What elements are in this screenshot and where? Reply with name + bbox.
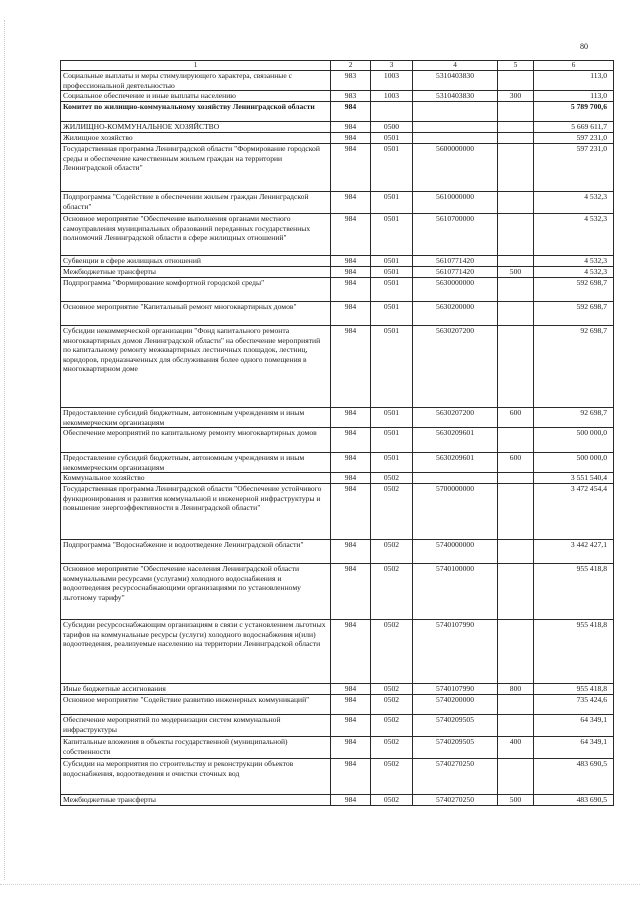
- row-expense-type-cell: 500: [498, 267, 534, 278]
- row-amount-cell: 3 551 540,4: [534, 473, 614, 484]
- table-row: [61, 278, 614, 302]
- row-amount-cell: 64 349,1: [534, 737, 614, 759]
- row-target-article-cell: 5610000000: [413, 192, 498, 214]
- row-amount-cell: 500 000,0: [534, 428, 614, 453]
- row-name-cell: Обеспечение мероприятий по капитальному ремонту многоквартирных домов: [61, 428, 331, 453]
- row-grbs-cell: 984: [331, 326, 371, 408]
- row-target-article-cell: 5740100000: [413, 564, 498, 620]
- row-expense-type-cell: [498, 214, 534, 256]
- row-grbs-cell: 984: [331, 473, 371, 484]
- row-amount-cell: 483 690,5: [534, 795, 614, 806]
- row-amount-cell: 92 698,7: [534, 326, 614, 408]
- row-section-cell: 0502: [371, 695, 413, 715]
- row-section-cell: 0501: [371, 133, 413, 144]
- row-expense-type-cell: [498, 620, 534, 684]
- row-expense-type-cell: [498, 428, 534, 453]
- row-expense-type-cell: [498, 302, 534, 326]
- row-target-article-cell: 5630200000: [413, 302, 498, 326]
- table-row: [61, 408, 614, 428]
- row-name-cell: Социальные выплаты и меры стимулирующего характера, связанные с профессиональной деятельностью: [61, 71, 331, 91]
- row-amount-cell: 5 789 700,6: [534, 102, 614, 122]
- row-name-cell: Основное мероприятие "Содействие развитию инженерных коммуникаций": [61, 695, 331, 715]
- row-grbs-cell: 984: [331, 192, 371, 214]
- row-target-article-cell: [413, 122, 498, 133]
- row-expense-type-cell: [498, 715, 534, 737]
- header-cell: 1: [61, 61, 331, 71]
- row-target-article-cell: 5610700000: [413, 214, 498, 256]
- table-row: [61, 684, 614, 695]
- row-section-cell: 0502: [371, 620, 413, 684]
- row-grbs-cell: 984: [331, 695, 371, 715]
- table-row: [61, 473, 614, 484]
- row-name-cell: Межбюджетные трансферты: [61, 267, 331, 278]
- table-row: [61, 122, 614, 133]
- row-amount-cell: 592 698,7: [534, 302, 614, 326]
- row-section-cell: 0501: [371, 214, 413, 256]
- row-expense-type-cell: 500: [498, 795, 534, 806]
- row-target-article-cell: 5610771420: [413, 256, 498, 267]
- table-row: [61, 715, 614, 737]
- row-name-cell: Жилищное хозяйство: [61, 133, 331, 144]
- row-name-cell: Субсидии некоммерческой организации "Фонд капитального ремонта многоквартирных домов Ленинградской области" на обеспечение мероприятий по капитальному ремонту межквартирных лестничных площадок, лестниц, коридоров, предназначенных для обслуживания более одного помещения в многоквартирном доме: [61, 326, 331, 408]
- row-expense-type-cell: [498, 326, 534, 408]
- row-amount-cell: 113,0: [534, 71, 614, 91]
- row-expense-type-cell: [498, 473, 534, 484]
- table-row: [61, 759, 614, 795]
- header-cell: 6: [534, 61, 614, 71]
- row-amount-cell: 483 690,5: [534, 759, 614, 795]
- row-target-article-cell: 5740209505: [413, 715, 498, 737]
- row-target-article-cell: 5630209601: [413, 428, 498, 453]
- header-cell: 2: [331, 61, 371, 71]
- row-amount-cell: 4 532,3: [534, 214, 614, 256]
- row-amount-cell: 955 418,8: [534, 620, 614, 684]
- row-target-article-cell: 5740000000: [413, 540, 498, 564]
- scan-edge-bottom: [0, 884, 640, 886]
- table-row: [61, 453, 614, 473]
- row-section-cell: 0501: [371, 428, 413, 453]
- row-grbs-cell: 984: [331, 737, 371, 759]
- row-name-cell: Коммунальное хозяйство: [61, 473, 331, 484]
- row-section-cell: 0501: [371, 408, 413, 428]
- row-target-article-cell: 5740107990: [413, 620, 498, 684]
- table-row: [61, 540, 614, 564]
- table-row: [61, 428, 614, 453]
- row-section-cell: 0501: [371, 302, 413, 326]
- row-grbs-cell: 984: [331, 214, 371, 256]
- scan-edge-left: [4, 20, 6, 880]
- row-name-cell: Субсидии ресурсоснабжающим организациям в связи с установлением льготных тарифов на коммунальные ресурсы (услуги) холодного водоснабжения и(или) водоотведения, реализуемые населению на территории Ленинградской области: [61, 620, 331, 684]
- row-expense-type-cell: [498, 564, 534, 620]
- row-name-cell: Субсидии на мероприятия по строительству и реконструкции объектов водоснабжения, водоотведения и очистки сточных вод: [61, 759, 331, 795]
- table-row: [61, 133, 614, 144]
- row-section-cell: 0502: [371, 684, 413, 695]
- row-name-cell: Основное мероприятие "Обеспечение населения Ленинградской области коммунальными ресурсами (услугами) холодного водоснабжения и водоотведения ресурсоснабжающими организациями по установленному льготному тарифу": [61, 564, 331, 620]
- table-row: [61, 267, 614, 278]
- row-expense-type-cell: [498, 71, 534, 91]
- table-row: [61, 484, 614, 540]
- row-target-article-cell: [413, 473, 498, 484]
- row-grbs-cell: 984: [331, 302, 371, 326]
- row-expense-type-cell: 600: [498, 408, 534, 428]
- row-target-article-cell: 5740200000: [413, 695, 498, 715]
- row-expense-type-cell: 300: [498, 91, 534, 102]
- row-name-cell: Субвенции в сфере жилищных отношений: [61, 256, 331, 267]
- row-grbs-cell: 984: [331, 684, 371, 695]
- row-section-cell: 0502: [371, 759, 413, 795]
- row-amount-cell: 955 418,8: [534, 564, 614, 620]
- row-amount-cell: 92 698,7: [534, 408, 614, 428]
- row-section-cell: 0501: [371, 326, 413, 408]
- row-grbs-cell: 984: [331, 122, 371, 133]
- page-number: 80: [580, 42, 588, 51]
- row-section-cell: 0502: [371, 484, 413, 540]
- row-section-cell: 0502: [371, 473, 413, 484]
- row-target-article-cell: 5310403830: [413, 71, 498, 91]
- row-grbs-cell: 984: [331, 144, 371, 192]
- row-amount-cell: 955 418,8: [534, 684, 614, 695]
- row-target-article-cell: 5600000000: [413, 144, 498, 192]
- row-name-cell: Подпрограмма "Содействие в обеспечении жильем граждан Ленинградской области": [61, 192, 331, 214]
- budget-table: [60, 60, 614, 806]
- row-grbs-cell: 984: [331, 540, 371, 564]
- row-name-cell: Комитет по жилищно-коммунальному хозяйству Ленинградской области: [61, 102, 331, 122]
- row-target-article-cell: 5630209601: [413, 453, 498, 473]
- row-target-article-cell: 5630000000: [413, 278, 498, 302]
- row-amount-cell: 735 424,6: [534, 695, 614, 715]
- row-section-cell: [371, 102, 413, 122]
- table-row: [61, 564, 614, 620]
- row-section-cell: 0501: [371, 144, 413, 192]
- row-expense-type-cell: [498, 133, 534, 144]
- row-amount-cell: 597 231,0: [534, 133, 614, 144]
- row-section-cell: 0500: [371, 122, 413, 133]
- row-name-cell: ЖИЛИЩНО-КОММУНАЛЬНОЕ ХОЗЯЙСТВО: [61, 122, 331, 133]
- row-section-cell: 0502: [371, 564, 413, 620]
- row-amount-cell: 4 532,3: [534, 267, 614, 278]
- row-section-cell: 0501: [371, 453, 413, 473]
- row-name-cell: Подпрограмма "Водоснабжение и водоотведение Ленинградской области": [61, 540, 331, 564]
- row-target-article-cell: [413, 102, 498, 122]
- row-expense-type-cell: [498, 256, 534, 267]
- table-row: [61, 71, 614, 91]
- row-expense-type-cell: [498, 695, 534, 715]
- row-target-article-cell: 5310403830: [413, 91, 498, 102]
- row-section-cell: 0501: [371, 267, 413, 278]
- header-cell: 5: [498, 61, 534, 71]
- row-grbs-cell: 983: [331, 71, 371, 91]
- table-row: [61, 695, 614, 715]
- row-amount-cell: 597 231,0: [534, 144, 614, 192]
- table-row: [61, 256, 614, 267]
- table-row: [61, 91, 614, 102]
- row-section-cell: 0502: [371, 540, 413, 564]
- row-expense-type-cell: [498, 540, 534, 564]
- table-header-row: [61, 61, 614, 71]
- row-target-article-cell: 5630207200: [413, 326, 498, 408]
- row-grbs-cell: 984: [331, 428, 371, 453]
- row-grbs-cell: 984: [331, 759, 371, 795]
- row-amount-cell: 4 532,3: [534, 256, 614, 267]
- row-target-article-cell: 5740209505: [413, 737, 498, 759]
- table-row: [61, 620, 614, 684]
- row-section-cell: 0502: [371, 715, 413, 737]
- row-grbs-cell: 984: [331, 408, 371, 428]
- row-amount-cell: 592 698,7: [534, 278, 614, 302]
- row-section-cell: 0502: [371, 795, 413, 806]
- row-expense-type-cell: 800: [498, 684, 534, 695]
- row-amount-cell: 4 532,3: [534, 192, 614, 214]
- row-target-article-cell: 5610771420: [413, 267, 498, 278]
- row-grbs-cell: 984: [331, 484, 371, 540]
- header-cell: 4: [413, 61, 498, 71]
- row-amount-cell: 64 349,1: [534, 715, 614, 737]
- row-section-cell: 1003: [371, 91, 413, 102]
- row-target-article-cell: 5740270250: [413, 795, 498, 806]
- row-target-article-cell: 5740270250: [413, 759, 498, 795]
- row-name-cell: Обеспечение мероприятий по модернизации систем коммунальной инфраструктуры: [61, 715, 331, 737]
- table-row: [61, 302, 614, 326]
- row-name-cell: Капитальные вложения в объекты государственной (муниципальной) собственности: [61, 737, 331, 759]
- row-expense-type-cell: [498, 122, 534, 133]
- row-expense-type-cell: [498, 102, 534, 122]
- row-target-article-cell: [413, 133, 498, 144]
- row-name-cell: Основное мероприятие "Капитальный ремонт многоквартирных домов": [61, 302, 331, 326]
- row-name-cell: Иные бюджетные ассигнования: [61, 684, 331, 695]
- row-name-cell: Государственная программа Ленинградской области "Обеспечение устойчивого функционирования и развития коммунальной и инженерной инфраструктуры и повышение энергоэффективности в Ленинградской области": [61, 484, 331, 540]
- row-grbs-cell: 984: [331, 795, 371, 806]
- row-section-cell: 0501: [371, 192, 413, 214]
- row-section-cell: 0502: [371, 737, 413, 759]
- table-row: [61, 192, 614, 214]
- row-name-cell: Подпрограмма "Формирование комфортной городской среды": [61, 278, 331, 302]
- row-grbs-cell: 984: [331, 256, 371, 267]
- table-row: [61, 795, 614, 806]
- row-grbs-cell: 984: [331, 453, 371, 473]
- row-grbs-cell: 984: [331, 278, 371, 302]
- table-row: [61, 326, 614, 408]
- row-expense-type-cell: [498, 484, 534, 540]
- table-row: [61, 144, 614, 192]
- row-amount-cell: 3 472 454,4: [534, 484, 614, 540]
- row-expense-type-cell: [498, 759, 534, 795]
- row-section-cell: 0501: [371, 278, 413, 302]
- row-expense-type-cell: 600: [498, 453, 534, 473]
- row-section-cell: 0501: [371, 256, 413, 267]
- table-row: [61, 737, 614, 759]
- row-name-cell: Социальное обеспечение и иные выплаты населению: [61, 91, 331, 102]
- header-cell: 3: [371, 61, 413, 71]
- row-name-cell: Предоставление субсидий бюджетным, автономным учреждениям и иным некоммерческим организациям: [61, 408, 331, 428]
- row-amount-cell: 113,0: [534, 91, 614, 102]
- row-expense-type-cell: 400: [498, 737, 534, 759]
- row-grbs-cell: 984: [331, 620, 371, 684]
- row-section-cell: 1003: [371, 71, 413, 91]
- table-row: [61, 102, 614, 122]
- row-name-cell: Предоставление субсидий бюджетным, автономным учреждениям и иным некоммерческим организациям: [61, 453, 331, 473]
- row-grbs-cell: 983: [331, 91, 371, 102]
- row-grbs-cell: 984: [331, 715, 371, 737]
- row-expense-type-cell: [498, 144, 534, 192]
- row-expense-type-cell: [498, 192, 534, 214]
- row-expense-type-cell: [498, 278, 534, 302]
- row-amount-cell: 500 000,0: [534, 453, 614, 473]
- row-grbs-cell: 984: [331, 102, 371, 122]
- row-target-article-cell: 5740107990: [413, 684, 498, 695]
- row-name-cell: Межбюджетные трансферты: [61, 795, 331, 806]
- row-target-article-cell: 5630207200: [413, 408, 498, 428]
- row-amount-cell: 5 669 611,7: [534, 122, 614, 133]
- row-target-article-cell: 5700000000: [413, 484, 498, 540]
- row-name-cell: Государственная программа Ленинградской области "Формирование городской среды и обеспечение качественным жильем граждан на территории Ленинградской области": [61, 144, 331, 192]
- row-grbs-cell: 984: [331, 564, 371, 620]
- table-row: [61, 214, 614, 256]
- row-name-cell: Основное мероприятие "Обеспечение выполнения органами местного самоуправления муниципальных образований переданных государственных полномочий Ленинградской области в сфере жилищных отношений": [61, 214, 331, 256]
- row-amount-cell: 3 442 427,1: [534, 540, 614, 564]
- row-grbs-cell: 984: [331, 267, 371, 278]
- row-grbs-cell: 984: [331, 133, 371, 144]
